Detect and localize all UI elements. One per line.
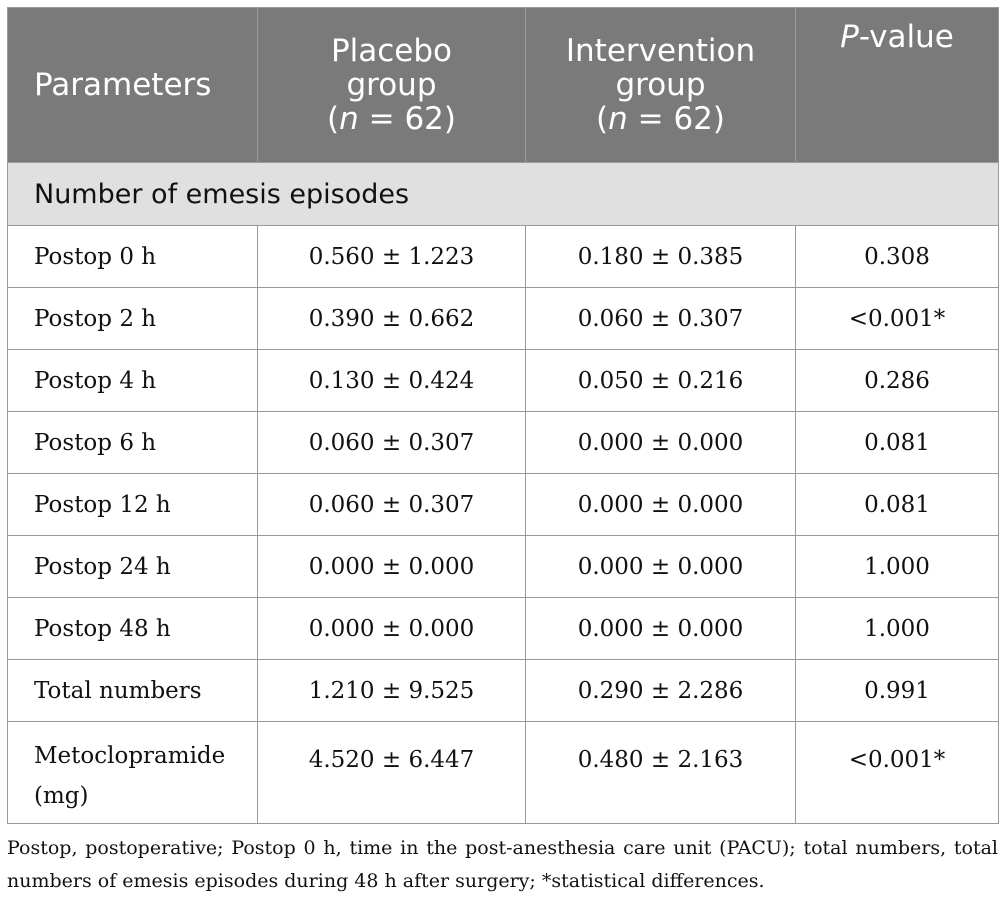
header-row xyxy=(8,8,999,163)
section-row xyxy=(8,163,999,226)
p-value: 0.081 xyxy=(796,474,999,536)
intervention-value: 0.290 ± 2.286 xyxy=(526,660,796,722)
header-placebo-n: (n = 62) xyxy=(327,101,456,137)
header-intervention-n: (n = 62) xyxy=(596,101,725,137)
placebo-value: 4.520 ± 6.447 xyxy=(258,722,526,824)
placebo-value: 0.130 ± 0.424 xyxy=(258,350,526,412)
header-pvalue-var: P xyxy=(840,19,859,55)
intervention-value: 0.000 ± 0.000 xyxy=(526,598,796,660)
table-row xyxy=(8,474,999,536)
intervention-value: 0.000 ± 0.000 xyxy=(526,412,796,474)
row-label: Postop 24 h xyxy=(8,536,258,598)
intervention-value: 0.060 ± 0.307 xyxy=(526,288,796,350)
intervention-value: 0.000 ± 0.000 xyxy=(526,536,796,598)
placebo-value: 0.390 ± 0.662 xyxy=(258,288,526,350)
header-intervention-line1: Intervention xyxy=(565,33,756,69)
header-pvalue xyxy=(796,8,999,163)
section-title: Number of emesis episodes xyxy=(8,163,999,226)
p-value: 0.991 xyxy=(796,660,999,722)
placebo-value: 0.060 ± 0.307 xyxy=(258,412,526,474)
emesis-table xyxy=(7,7,999,824)
intervention-value: 0.480 ± 2.163 xyxy=(526,722,796,824)
intervention-value: 0.180 ± 0.385 xyxy=(526,226,796,288)
intervention-value: 0.050 ± 0.216 xyxy=(526,350,796,412)
placebo-value: 1.210 ± 9.525 xyxy=(258,660,526,722)
p-value: <0.001* xyxy=(796,722,999,824)
p-value: 0.286 xyxy=(796,350,999,412)
table-row-metoclopramide xyxy=(8,722,999,824)
row-label-line1: Metoclopramide xyxy=(34,743,226,769)
table-row xyxy=(8,660,999,722)
p-value: 0.308 xyxy=(796,226,999,288)
p-value: 0.081 xyxy=(796,412,999,474)
header-placebo-n-rest: = 62) xyxy=(358,101,456,137)
row-label xyxy=(8,722,258,824)
p-value: 1.000 xyxy=(796,536,999,598)
header-parameters: Parameters xyxy=(8,8,258,163)
placebo-value: 0.560 ± 1.223 xyxy=(258,226,526,288)
table-row xyxy=(8,226,999,288)
placebo-value: 0.000 ± 0.000 xyxy=(258,536,526,598)
placebo-value: 0.060 ± 0.307 xyxy=(258,474,526,536)
placebo-value: 0.000 ± 0.000 xyxy=(258,598,526,660)
header-intervention-line2: group xyxy=(615,67,706,103)
row-label: Postop 48 h xyxy=(8,598,258,660)
row-label: Postop 6 h xyxy=(8,412,258,474)
header-intervention-n-var: n xyxy=(608,101,628,137)
row-label: Postop 4 h xyxy=(8,350,258,412)
row-label: Postop 12 h xyxy=(8,474,258,536)
table-row xyxy=(8,350,999,412)
table-row xyxy=(8,412,999,474)
header-pvalue-rest: -value xyxy=(858,19,954,55)
row-label: Postop 2 h xyxy=(8,288,258,350)
intervention-value: 0.000 ± 0.000 xyxy=(526,474,796,536)
row-label-line2: (mg) xyxy=(34,783,89,809)
emesis-table-container xyxy=(7,7,998,824)
row-label: Total numbers xyxy=(8,660,258,722)
header-placebo xyxy=(258,8,526,163)
table-footnote: Postop, postoperative; Postop 0 h, time in the post-anesthesia care unit (PACU); total numbers, total numbers of emesis episodes during 48 h after surgery; *statistical differences. xyxy=(7,837,998,892)
table-row xyxy=(8,536,999,598)
p-value: 1.000 xyxy=(796,598,999,660)
header-placebo-n-var: n xyxy=(339,101,359,137)
table-row xyxy=(8,288,999,350)
p-value: <0.001* xyxy=(796,288,999,350)
row-label: Postop 0 h xyxy=(8,226,258,288)
header-placebo-line1: Placebo xyxy=(330,33,453,69)
table-row xyxy=(8,598,999,660)
header-intervention xyxy=(526,8,796,163)
header-placebo-line2: group xyxy=(346,67,437,103)
header-intervention-n-rest: = 62) xyxy=(627,101,725,137)
